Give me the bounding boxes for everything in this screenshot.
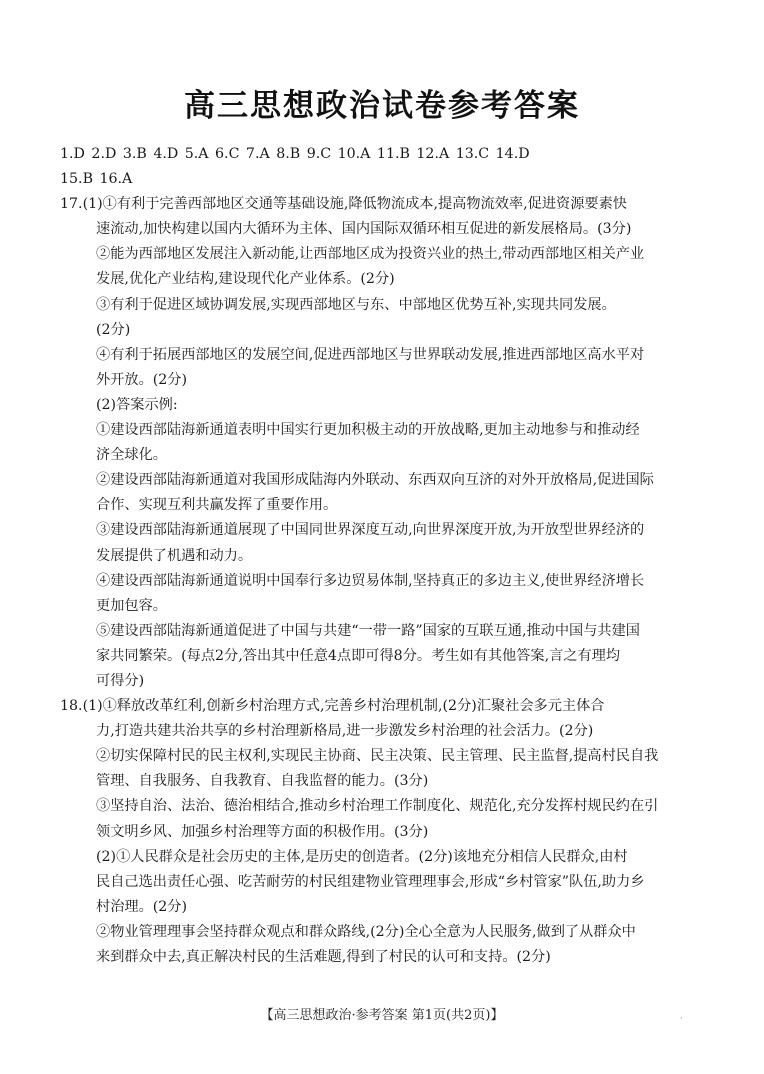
q18-line: 领文明乡风、加强乡村治理等方面的积极作用。(3分) xyxy=(96,823,429,840)
q17-line: (2分) xyxy=(96,321,131,338)
q18-line: 来到群众中去,真正解决村民的生活难题,得到了村民的认可和支持。(2分) xyxy=(96,949,551,965)
q17-line: 济全球化。 xyxy=(96,447,167,464)
q17-line: ③建设西部陆海新通道展现了中国同世界深度互动,向世界深度开放,为开放型世界经济的 xyxy=(96,522,645,539)
q17-line: 发展提供了机遇和动力。 xyxy=(96,547,253,564)
q17-line: 外开放。(2分) xyxy=(96,371,188,388)
q18-line: ②切实保障村民的民主权利,实现民主协商、民主决策、民主管理、民主监督,提高村民自我 xyxy=(96,748,659,765)
q17-line: 17.(1)①有利于完善西部地区交通等基础设施,降低物流成本,提高物流效率,促进资源要素快 xyxy=(60,196,627,213)
question-17-answer xyxy=(60,192,700,694)
q17-line: ⑤建设西部陆海新通道促进了中国与共建“一带一路”国家的互联互通,推动中国与共建国 xyxy=(96,622,640,639)
q17-line: 家共同繁荣。(每点2分,答出其中任意4点即可得8分。考生如有其他答案,言之有理均 xyxy=(96,647,621,664)
q17-line: 合作、实现互利共赢发挥了重要作用。 xyxy=(96,497,338,514)
q18-line: 村治理。(2分) xyxy=(96,898,188,915)
question-18-answer xyxy=(60,694,700,970)
q17-line: 可得分) xyxy=(96,672,145,689)
corner-mark: · xyxy=(680,1014,683,1024)
page-footer: 【高三思想政治·参考答案 第1页(共2页)】 xyxy=(260,1008,504,1023)
q18-line: 管理、自我服务、自我教育、自我监督的能力。(3分) xyxy=(96,773,429,790)
q17-line: 更加包容。 xyxy=(96,597,167,614)
mc-answers-line-2: 15.B 16.A xyxy=(60,171,133,188)
q17-line: ②能为西部地区发展注入新动能,让西部地区成为投资兴业的热土,带动西部地区相关产业 xyxy=(96,246,645,263)
q18-line: 力,打造共建共治共享的乡村治理新格局,进一步激发乡村治理的社会活力。(2分) xyxy=(96,723,594,740)
q17-line: 速流动,加快构建以国内大循环为主体、国内国际双循环相互促进的新发展格局。(3分) xyxy=(96,221,632,238)
q18-line: 民自己选出责任心强、吃苦耐劳的村民组建物业管理理事会,形成“乡村管家”队伍,助力乡 xyxy=(96,873,645,890)
q17-line: ③有利于促进区域协调发展,实现西部地区与东、中部地区优势互补,实现共同发展。 xyxy=(96,296,616,313)
q17-line: ④有利于拓展西部地区的发展空间,促进西部地区与世界联动发展,推进西部地区高水平对 xyxy=(96,346,645,363)
q18-line: ②物业管理理事会坚持群众观点和群众路线,(2分)全心全意为人民服务,做到了从群众中 xyxy=(96,923,636,940)
mc-answers-line-1: 1.D 2.D 3.B 4.D 5.A 6.C 7.A 8.B 9.C 10.A 11.B 12.A 13.C 14.D xyxy=(60,146,530,162)
q17-line: ②建设西部陆海新通道对我国形成陆海内外联动、东西双向互济的对外开放格局,促进国际 xyxy=(96,472,654,489)
q18-line: ③坚持自治、法治、德治相结合,推动乡村治理工作制度化、规范化,充分发挥村规民约在引 xyxy=(96,798,659,815)
q17-line: ①建设西部陆海新通道表明中国实行更加积极主动的开放战略,更加主动地参与和推动经 xyxy=(96,422,640,439)
answer-content xyxy=(60,142,700,970)
q18-line: 18.(1)①释放改革红利,创新乡村治理方式,完善乡村治理机制,(2分)汇聚社会多元主体合 xyxy=(60,698,605,715)
page-title: 高三思想政治试卷参考答案 xyxy=(184,88,580,124)
q18-line: (2)①人民群众是社会历史的主体,是历史的创造者。(2分)该地充分相信人民群众,由村 xyxy=(96,848,628,865)
q17-line: 发展,优化产业结构,建设现代化产业体系。(2分) xyxy=(96,271,395,288)
q17-line: ④建设西部陆海新通道说明中国奉行多边贸易体制,坚持真正的多边主义,使世界经济增长 xyxy=(96,572,645,589)
q17-line: (2)答案示例: xyxy=(96,396,178,413)
